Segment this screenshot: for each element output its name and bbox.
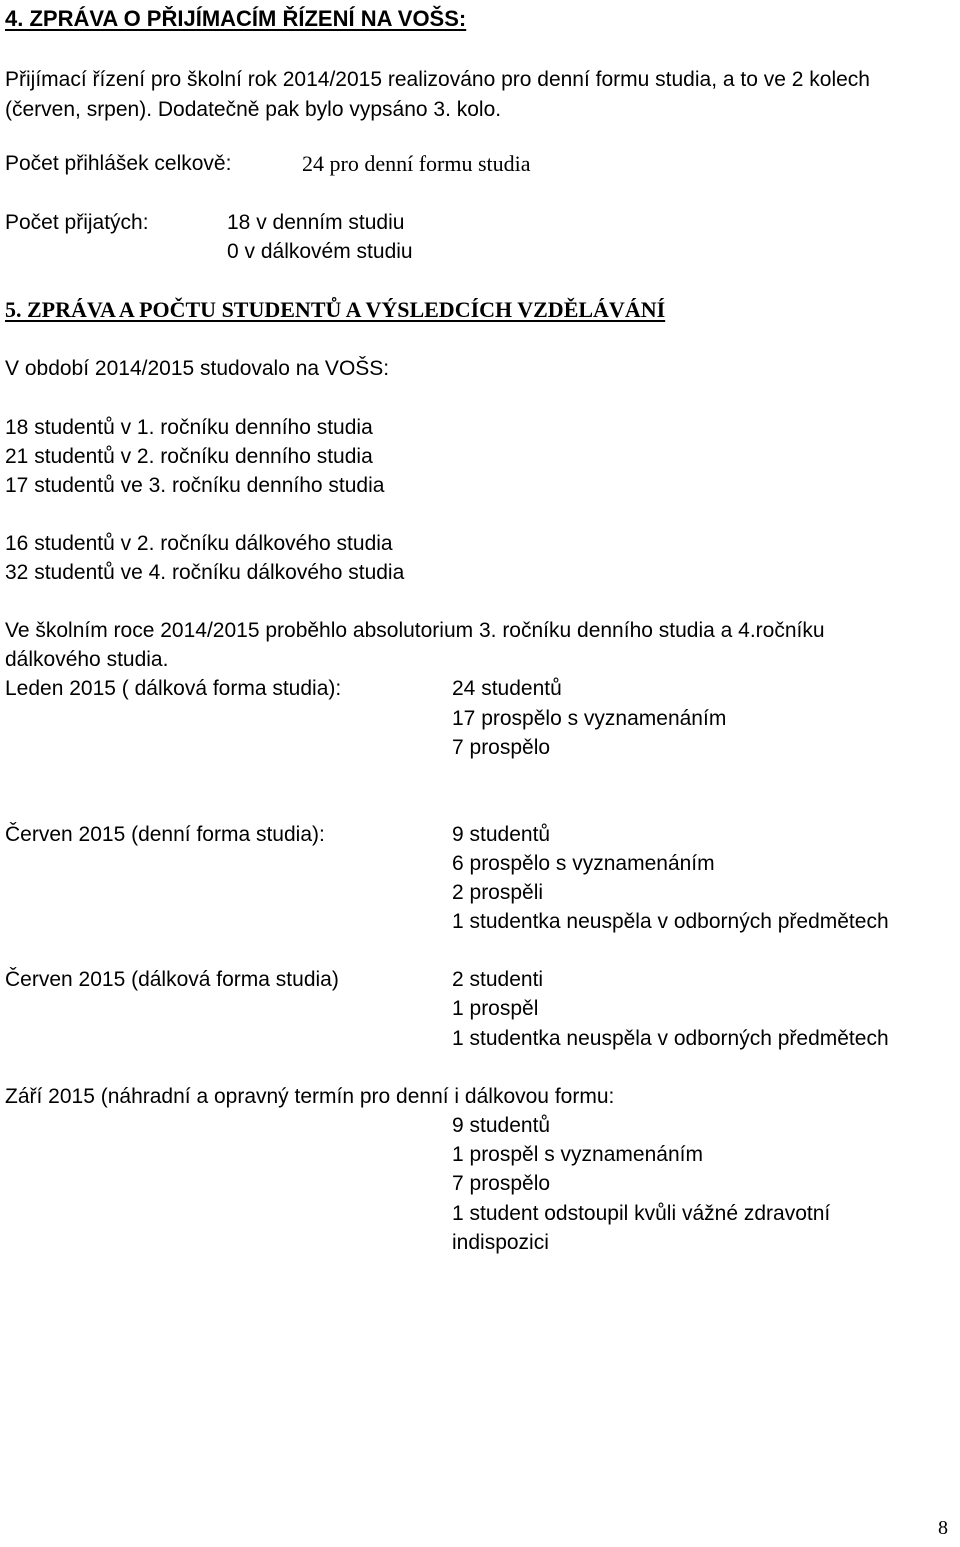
period-intro: V období 2014/2015 studovalo na VOŠS: [5, 357, 390, 380]
result-september-label: Září 2015 (náhradní a opravný termín pro denní i dálkovou formu: [5, 1085, 615, 1108]
applications-label: Počet přihlášek celkově: [5, 152, 232, 175]
distance-count-2: 32 studentů ve 4. ročníku dálkového studia [5, 561, 405, 584]
absolutorium-line-1: Ve školním roce 2014/2015 proběhlo absolutorium 3. ročníku denního studia a 4.ročníku [5, 619, 825, 642]
result-june-day-line: 9 studentů [452, 823, 551, 846]
result-september-line: 1 student odstoupil kvůli vážné zdravotní [452, 1202, 831, 1225]
result-september-line: 1 prospěl s vyznamenáním [452, 1143, 703, 1166]
applications-value: 24 pro denní formu studia [302, 151, 531, 176]
absolutorium-line-2: dálkového studia. [5, 648, 169, 671]
admission-intro-line-2: (červen, srpen). Dodatečně pak bylo vypsáno 3. kolo. [5, 98, 502, 121]
result-june-day-line: 6 prospělo s vyznamenáním [452, 852, 715, 875]
result-january-line: 24 studentů [452, 677, 562, 700]
admission-intro-line-1: Přijímací řízení pro školní rok 2014/2015 realizováno pro denní formu studia, a to ve 2 kolech [5, 68, 870, 91]
result-june-distance-line: 1 prospěl [452, 997, 539, 1020]
result-september-line: 7 prospělo [452, 1172, 551, 1195]
accepted-label: Počet přijatých: [5, 211, 149, 234]
day-count-3: 17 studentů ve 3. ročníku denního studia [5, 474, 385, 497]
result-september-line: indispozici [452, 1231, 549, 1254]
result-june-distance-line: 1 studentka neuspěla v odborných předmětech [452, 1027, 889, 1050]
page-number: 8 [938, 1517, 948, 1539]
result-june-day-line: 1 studentka neuspěla v odborných předmětech [452, 910, 889, 933]
section-4-heading: 4. ZPRÁVA O PŘIJÍMACÍM ŘÍZENÍ NA VOŠS: [5, 6, 467, 31]
distance-count-1: 16 studentů v 2. ročníku dálkového studia [5, 532, 393, 555]
accepted-day-value: 18 v denním studiu [227, 211, 405, 234]
result-june-distance-label: Červen 2015 (dálková forma studia) [5, 968, 339, 991]
result-june-day-line: 2 prospěli [452, 881, 544, 904]
result-june-distance-line: 2 studenti [452, 968, 544, 991]
result-january-line: 7 prospělo [452, 736, 551, 759]
accepted-distance-value: 0 v dálkovém studiu [227, 240, 413, 263]
result-january-label: Leden 2015 ( dálková forma studia): [5, 677, 342, 700]
day-count-1: 18 studentů v 1. ročníku denního studia [5, 416, 373, 439]
result-june-day-label: Červen 2015 (denní forma studia): [5, 823, 325, 846]
result-january-line: 17 prospělo s vyznamenáním [452, 707, 727, 730]
section-5-heading: 5. ZPRÁVA A POČTU STUDENTŮ A VÝSLEDCÍCH VZDĚLÁVÁNÍ [5, 297, 666, 322]
result-september-line: 9 studentů [452, 1114, 551, 1137]
day-count-2: 21 studentů v 2. ročníku denního studia [5, 445, 373, 468]
